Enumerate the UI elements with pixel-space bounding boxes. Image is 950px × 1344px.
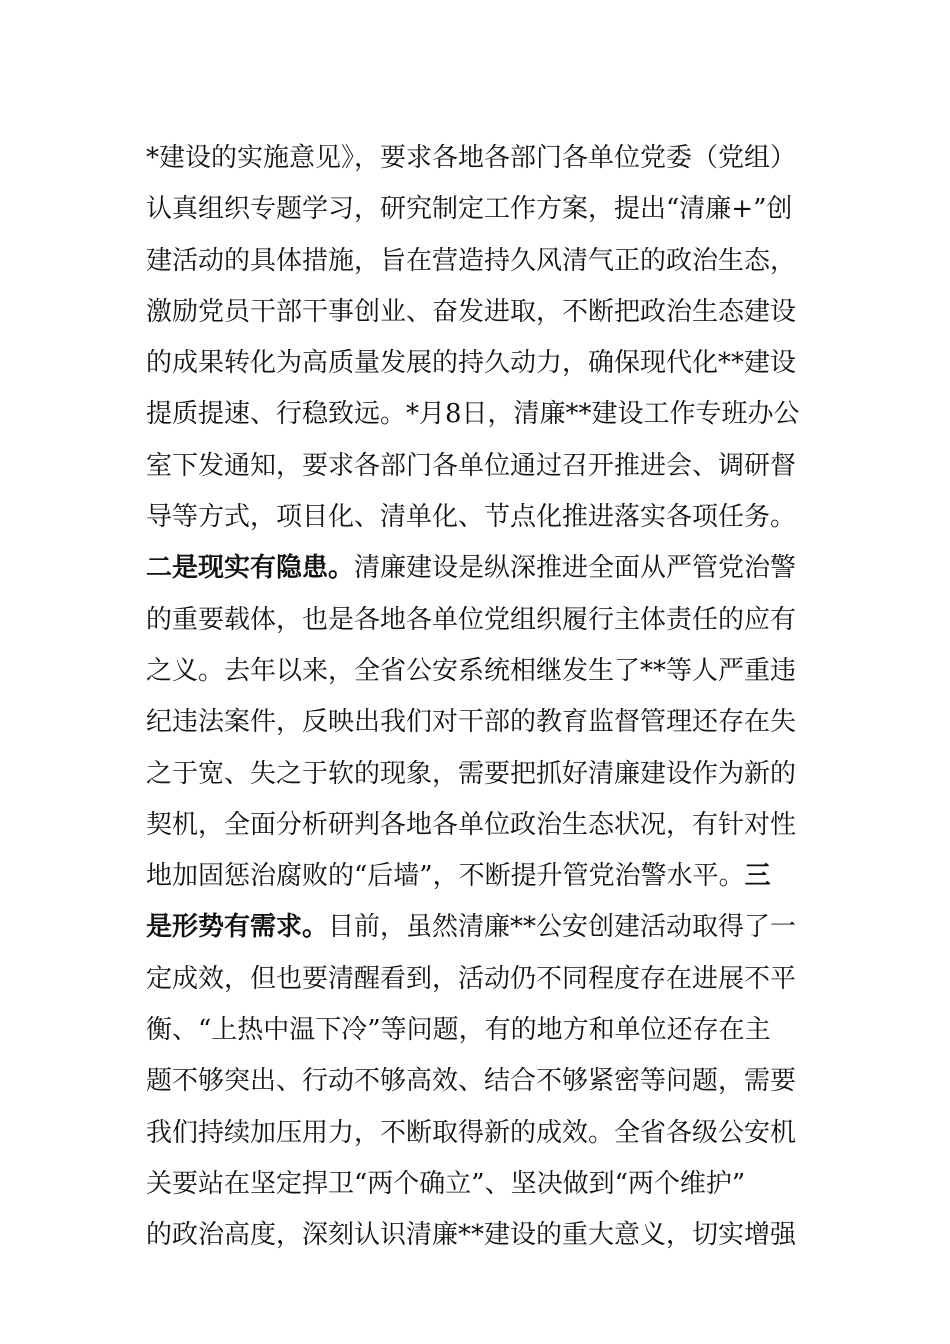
body-text-segment: 认真组织专题学习，研究制定工作方案，提出“清廉+”创 bbox=[146, 194, 793, 225]
text-line bbox=[146, 902, 806, 953]
body-text-segment: 衡、“上热中温下冷”等问题，有的地方和单位还存在主 bbox=[146, 1015, 771, 1046]
body-text bbox=[146, 133, 806, 1262]
text-line bbox=[146, 697, 806, 748]
body-text-segment: 导等方式，项目化、清单化、节点化推进落实各项任务。 bbox=[146, 502, 797, 533]
bold-heading-text: 是形势有需求。 bbox=[146, 912, 329, 943]
body-text-segment: 纪违法案件，反映出我们对干部的教育监督管理还存在失 bbox=[146, 707, 797, 738]
text-line bbox=[146, 646, 806, 697]
body-text-segment: 的成果转化为高质量发展的持久动力，确保现代化**建设 bbox=[146, 348, 797, 379]
text-line bbox=[146, 543, 806, 594]
body-text-segment: 目前，虽然清廉**公安创建活动取得了一 bbox=[328, 912, 797, 943]
text-line bbox=[146, 287, 806, 338]
body-text-segment: 定成效，但也要清醒看到，活动仍不同程度存在进展不平 bbox=[146, 963, 797, 994]
text-line bbox=[146, 133, 806, 184]
bold-heading-text: 二是现实有隐患。 bbox=[146, 553, 355, 584]
text-line bbox=[146, 749, 806, 800]
text-line bbox=[146, 595, 806, 646]
body-text-segment: 建活动的具体措施，旨在营造持久风清气正的政治生态， bbox=[146, 245, 797, 276]
text-line bbox=[146, 236, 806, 287]
body-text-segment: 之于宽、失之于软的现象，需要把抓好清廉建设作为新的 bbox=[146, 758, 797, 789]
body-text-segment: 提质提速、行稳致远。*月8日，清廉**建设工作专班办公 bbox=[146, 399, 800, 430]
text-line bbox=[146, 492, 806, 543]
body-text-segment: 契机，全面分析研判各地各单位政治生态状况，有针对性 bbox=[146, 809, 797, 840]
text-line bbox=[146, 1056, 806, 1107]
text-line bbox=[146, 338, 806, 389]
text-line bbox=[146, 1210, 806, 1261]
text-line bbox=[146, 184, 806, 235]
text-line bbox=[146, 800, 806, 851]
body-text-segment: 题不够突出、行动不够高效、结合不够紧密等问题，需要 bbox=[146, 1066, 797, 1097]
body-text-segment: 激励党员干部干事创业、奋发进取，不断把政治生态建设 bbox=[146, 296, 797, 327]
body-text-segment: 关要站在坚定捍卫“两个确立”、坚决做到“两个维护” bbox=[146, 1168, 746, 1199]
text-line bbox=[146, 1108, 806, 1159]
body-text-segment: 我们持续加压用力，不断取得新的成效。全省各级公安机 bbox=[146, 1117, 797, 1148]
bold-heading-text: 三 bbox=[744, 861, 771, 892]
body-text-segment: 室下发通知，要求各部门各单位通过召开推进会、调研督 bbox=[146, 450, 797, 481]
body-text-segment: *建设的实施意见》，要求各地各部门各单位党委（党组） bbox=[146, 143, 797, 173]
body-text-segment: 之义。去年以来，全省公安系统相继发生了**等人严重违 bbox=[146, 655, 797, 686]
text-line bbox=[146, 1159, 806, 1210]
body-text-segment: 的重要载体，也是各地各单位党组织履行主体责任的应有 bbox=[146, 604, 797, 635]
body-text-segment: 清廉建设是纵深推进全面从严管党治警 bbox=[354, 553, 797, 584]
text-line bbox=[146, 851, 806, 902]
text-line bbox=[146, 954, 806, 1005]
text-line bbox=[146, 1005, 806, 1056]
body-text-segment: 的政治高度，深刻认识清廉**建设的重大意义，切实增强 bbox=[146, 1220, 797, 1251]
body-text-segment: 地加固惩治腐败的“后墙”，不断提升管党治警水平。 bbox=[146, 861, 745, 892]
text-line bbox=[146, 441, 806, 492]
text-line bbox=[146, 389, 806, 440]
